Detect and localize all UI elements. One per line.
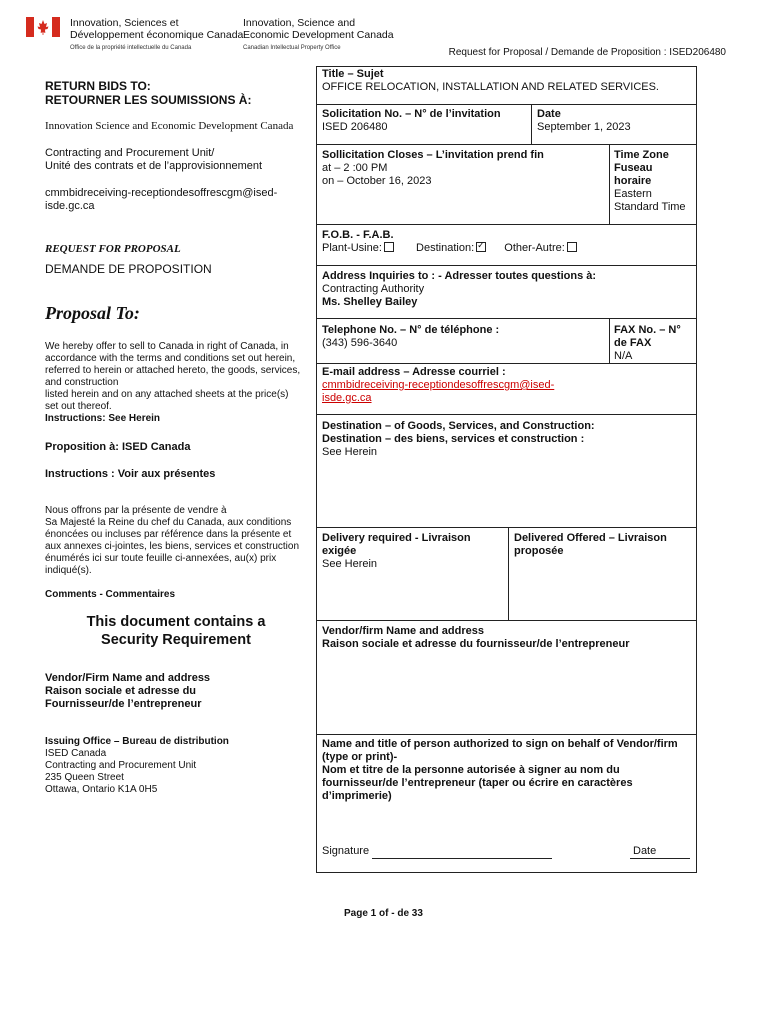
vendor-field: Vendor/firm Name and address Raison sociale et adresse du fournisseur/de l’entrepreneur bbox=[322, 625, 630, 650]
signature-label: Signature bbox=[322, 845, 370, 857]
dept-name-en: Innovation, Science and Economic Development Canada Canadian Intellectual Property Office bbox=[243, 17, 394, 51]
fob-field: F.O.B. - F.A.B. Plant-Usine: Destination:✓ Other-Autre: bbox=[322, 229, 577, 255]
org-name: Innovation Science and Economic Development Canada bbox=[45, 120, 294, 132]
delivery-offered-field: Delivered Offered – Livraison proposée bbox=[514, 532, 667, 557]
telephone-field: Telephone No. – N° de téléphone : (343) 596-3640 bbox=[322, 324, 500, 349]
page-number: Page 1 of - de 33 bbox=[344, 908, 423, 919]
dept-name-fr: Innovation, Sciences et Développement économique Canada Office de la propriété intellectuelle du Canada bbox=[70, 17, 244, 51]
date-field: Date September 1, 2023 bbox=[537, 108, 631, 133]
comments-label: Comments - Commentaires bbox=[45, 589, 176, 600]
fax-field: FAX No. – N° de FAX N/A bbox=[614, 324, 681, 362]
destination-checkbox[interactable] bbox=[476, 242, 486, 252]
proposal-to-heading: Proposal To: bbox=[45, 303, 140, 323]
rfp-heading-fr: DEMANDE DE PROPOSITION bbox=[45, 262, 212, 276]
delivery-required-field: Delivery required - Livraison exigée See Herein bbox=[322, 532, 471, 570]
rfp-heading-en: REQUEST FOR PROPOSAL bbox=[45, 243, 181, 255]
offer-text-en: We hereby offer to sell to Canada in right of Canada, in accordance with the terms and conditions set out herein, referred to herein or attached hereto, the goods, services, and construction listed herein and on any attached sheets at the price(s) set out thereof. Instructions: See Herein bbox=[45, 341, 301, 424]
unit-name: Contracting and Procurement Unit/ Unité des contrats et de l’approvisionnement bbox=[45, 147, 263, 172]
signature-line[interactable] bbox=[372, 858, 552, 859]
vendor-heading-left: Vendor/Firm Name and address Raison sociale et adresse du Fournisseur/de l’entrepreneur bbox=[45, 672, 211, 710]
security-requirement-notice: This document contains a Security Requirement bbox=[86, 614, 266, 648]
request-reference: Request for Proposal / Demande de Proposition : ISED206480 bbox=[448, 47, 726, 58]
time-zone-field: Time Zone Fuseau horaire Eastern Standard Time bbox=[614, 149, 686, 213]
destination-field: Destination – of Goods, Services, and Construction: Destination – des biens, services et construction : See Herein bbox=[322, 420, 595, 458]
date-label: Date bbox=[633, 845, 657, 857]
issuing-office: Issuing Office – Bureau de distribution ISED Canada Contracting and Procurement Unit 235 Queen Street Ottawa, Ontario K1A 0H5 bbox=[45, 736, 229, 795]
return-email: cmmbidreceiving-receptiondesoffrescgm@ised- isde.gc.ca bbox=[45, 187, 278, 212]
canada-flag-icon bbox=[26, 17, 60, 37]
plant-checkbox[interactable] bbox=[384, 242, 394, 252]
instructions-fr: Instructions : Voir aux présentes bbox=[45, 468, 216, 480]
solicitation-number-field: Solicitation No. – N° de l’invitation ISED 206480 bbox=[322, 108, 501, 133]
proposition-a: Proposition à: ISED Canada bbox=[45, 441, 191, 453]
email-link-cont[interactable]: isde.gc.ca bbox=[322, 392, 372, 404]
date-line[interactable] bbox=[630, 858, 690, 859]
other-checkbox[interactable] bbox=[567, 242, 577, 252]
return-bids-heading: RETURN BIDS TO: RETOURNER LES SOUMISSIONS À: bbox=[45, 79, 252, 107]
title-field: Title – Sujet OFFICE RELOCATION, INSTALLATION AND RELATED SERVICES. bbox=[322, 68, 659, 93]
email-link[interactable]: cmmbidreceiving-receptiondesoffrescgm@ised- bbox=[322, 379, 555, 391]
email-field: E-mail address – Adresse courriel : cmmbidreceiving-receptiondesoffrescgm@ised- isde.gc.ca bbox=[322, 366, 555, 404]
address-inquiries-field: Address Inquiries to : - Adresser toutes questions à: Contracting Authority Ms. Shelley Bailey bbox=[322, 270, 597, 308]
solicitation-closes-field: Sollicitation Closes – L’invitation prend fin at – 2 :00 PM on – October 16, 2023 bbox=[322, 149, 544, 187]
authorized-person-field: Name and title of person authorized to sign on behalf of Vendor/firm (type or print)- Nom et titre de la personne autorisée à signer au nom du fournisseur/de l’entrepreneur (taper ou écrire en caractères d’imprimerie) bbox=[322, 738, 678, 802]
offer-text-fr: Nous offrons par la présente de vendre à Sa Majesté la Reine du chef du Canada, aux conditions énoncées ou incluses par référence dans la présente et aux annexes ci-jointes, les biens, services et construction énumérés ici sur toute feuille ci-annexées, au(x) prix indiqué(s). bbox=[45, 505, 300, 576]
